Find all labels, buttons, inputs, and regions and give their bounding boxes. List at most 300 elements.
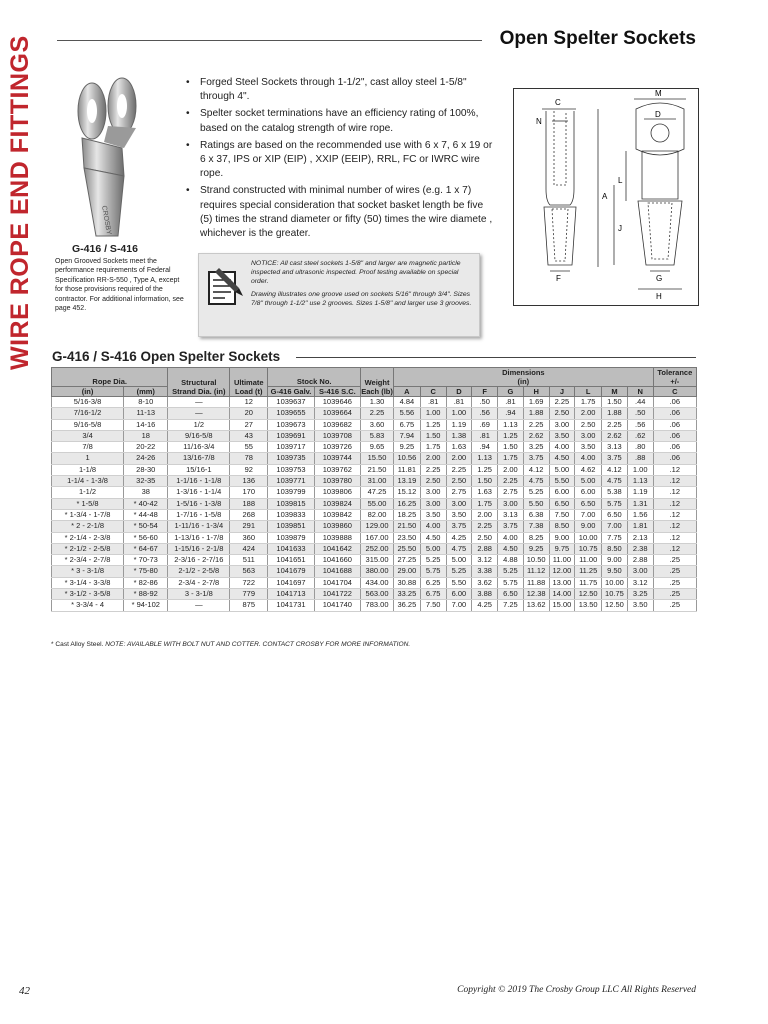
- table-cell: 4.12: [602, 464, 628, 475]
- table-cell: 1039799: [268, 487, 314, 498]
- table-cell: .12: [653, 498, 696, 509]
- table-cell: 1039888: [314, 532, 360, 543]
- table-cell: 170: [230, 487, 268, 498]
- dimension-diagram: [513, 88, 699, 306]
- table-cell: 1.00: [446, 408, 472, 419]
- table-cell: .44: [627, 397, 653, 408]
- col-header-c: C: [420, 387, 446, 397]
- table-cell: 1041642: [314, 543, 360, 554]
- table-row: [52, 442, 697, 453]
- table-cell: 2.75: [498, 487, 524, 498]
- table-cell: 1-11/16 - 1-3/4: [168, 521, 230, 532]
- table-cell: 10.00: [602, 577, 628, 588]
- table-cell: * 2-1/4 - 2-3/8: [52, 532, 124, 543]
- table-cell: 28-30: [124, 464, 168, 475]
- table-cell: 21.50: [394, 521, 421, 532]
- table-cell: 9.25: [394, 442, 421, 453]
- table-cell: 5.56: [394, 408, 421, 419]
- table-row: [52, 476, 697, 487]
- table-cell: 1041722: [314, 589, 360, 600]
- table-cell: 1041651: [268, 555, 314, 566]
- dimensions-label: Dimensions: [502, 368, 545, 377]
- feature-list: [186, 76, 496, 244]
- specs-table: [51, 367, 697, 612]
- table-cell: 1039726: [314, 442, 360, 453]
- table-cell: 9.00: [575, 521, 602, 532]
- table-cell: 3/4: [52, 430, 124, 441]
- table-cell: 268: [230, 509, 268, 520]
- table-cell: 2.25: [420, 464, 446, 475]
- col-header-j: J: [549, 387, 575, 397]
- table-cell: 5.00: [549, 464, 575, 475]
- table-row: [52, 555, 697, 566]
- col-header-h: H: [523, 387, 549, 397]
- table-cell: 5.38: [602, 487, 628, 498]
- table-cell: 15.12: [394, 487, 421, 498]
- table-cell: * 2-3/4 - 2-7/8: [52, 555, 124, 566]
- table-row: [52, 408, 697, 419]
- table-cell: 3.12: [627, 577, 653, 588]
- table-cell: 5.00: [420, 543, 446, 554]
- table-cell: 43: [230, 430, 268, 441]
- table-cell: 1039664: [314, 408, 360, 419]
- table-cell: 1.25: [472, 464, 498, 475]
- col-header-g416: G-416 Galv.: [268, 387, 314, 397]
- dim-label-d: D: [655, 110, 661, 119]
- table-cell: 11.25: [575, 566, 602, 577]
- table-cell: 1.00: [420, 408, 446, 419]
- table-cell: 6.50: [498, 589, 524, 600]
- table-cell: .25: [653, 577, 696, 588]
- table-cell: 1.88: [523, 408, 549, 419]
- table-cell: 9.25: [523, 543, 549, 554]
- table-cell: 1039824: [314, 498, 360, 509]
- table-cell: 7.00: [446, 600, 472, 611]
- table-cell: 3.75: [498, 521, 524, 532]
- table-row: [52, 566, 697, 577]
- table-cell: 11.00: [575, 555, 602, 566]
- table-cell: 10.50: [523, 555, 549, 566]
- table-cell: 875: [230, 600, 268, 611]
- table-cell: 315.00: [361, 555, 394, 566]
- table-cell: 1-1/2: [52, 487, 124, 498]
- table-cell: .50: [627, 408, 653, 419]
- table-cell: 167.00: [361, 532, 394, 543]
- table-cell: .81: [498, 397, 524, 408]
- copyright-text: Copyright © 2019 The Crosby Group LLC All Rights Reserved: [457, 985, 696, 995]
- table-cell: .69: [472, 419, 498, 430]
- table-cell: 24-26: [124, 453, 168, 464]
- notice-text-2: Drawing illustrates one groove used on sockets 5/16" through 3/4". Sizes 7/8" through 1-1/2" use 2 grooves. Sizes 1-5/8" and larger use 3 grooves.: [251, 291, 472, 307]
- table-cell: 27: [230, 419, 268, 430]
- table-cell: 13/16-7/8: [168, 453, 230, 464]
- dim-label-g: G: [656, 274, 663, 283]
- table-cell: 5.75: [498, 577, 524, 588]
- table-cell: 12.00: [549, 566, 575, 577]
- table-cell: 6.50: [602, 509, 628, 520]
- table-cell: 2-3/16 - 2-7/16: [168, 555, 230, 566]
- table-cell: .62: [627, 430, 653, 441]
- feature-item: • Strand constructed with minimal number of wires (e.g. 1 x 7) requires special consideration that socket basket length be five (5) times the strand diameter or fifty (50) times the wire diamete , whichever is the greater.: [186, 184, 496, 241]
- table-cell: 11.00: [549, 555, 575, 566]
- table-cell: .81: [420, 397, 446, 408]
- col-header-structural: Structural Strand Dia. (in): [168, 368, 230, 397]
- dim-label-n: N: [536, 117, 542, 126]
- page-number: 42: [19, 985, 30, 997]
- table-row: [52, 589, 697, 600]
- table-cell: 23.50: [394, 532, 421, 543]
- table-row: [52, 498, 697, 509]
- table-cell: .12: [653, 487, 696, 498]
- table-cell: 5.25: [523, 487, 549, 498]
- table-cell: * 2 - 2-1/8: [52, 521, 124, 532]
- table-cell: 434.00: [361, 577, 394, 588]
- table-cell: 29.00: [394, 566, 421, 577]
- table-cell: 722: [230, 577, 268, 588]
- table-cell: 2.00: [498, 464, 524, 475]
- col-header-a: A: [394, 387, 421, 397]
- col-header-d: D: [446, 387, 472, 397]
- table-cell: * 3-1/2 - 3-5/8: [52, 589, 124, 600]
- table-cell: 3.50: [446, 509, 472, 520]
- table-cell: .06: [653, 397, 696, 408]
- table-cell: 1039833: [268, 509, 314, 520]
- table-cell: .06: [653, 408, 696, 419]
- table-cell: 783.00: [361, 600, 394, 611]
- table-cell: 9.50: [602, 566, 628, 577]
- table-cell: 4.50: [420, 532, 446, 543]
- table-cell: 1039717: [268, 442, 314, 453]
- table-cell: .25: [653, 566, 696, 577]
- table-cell: 7.38: [523, 521, 549, 532]
- table-cell: 3.38: [472, 566, 498, 577]
- table-cell: 7/8: [52, 442, 124, 453]
- table-cell: 563.00: [361, 589, 394, 600]
- dim-label-h: H: [656, 292, 662, 301]
- table-cell: 2.00: [472, 509, 498, 520]
- table-cell: 1.75: [420, 442, 446, 453]
- table-cell: 9.75: [549, 543, 575, 554]
- table-cell: 1039753: [268, 464, 314, 475]
- table-cell: 1.13: [627, 476, 653, 487]
- table-cell: 9/16-5/8: [52, 419, 124, 430]
- table-cell: 1039691: [268, 430, 314, 441]
- table-cell: 5.83: [361, 430, 394, 441]
- table-cell: .94: [472, 442, 498, 453]
- table-row: [52, 509, 697, 520]
- table-cell: 10.75: [575, 543, 602, 554]
- table-cell: 2.00: [420, 453, 446, 464]
- table-cell: 5/16-3/8: [52, 397, 124, 408]
- table-cell: 4.00: [575, 453, 602, 464]
- table-cell: * 82-86: [124, 577, 168, 588]
- table-cell: 3.13: [498, 509, 524, 520]
- table-cell: 2-1/2 - 2-5/8: [168, 566, 230, 577]
- table-cell: * 75-80: [124, 566, 168, 577]
- col-header-tolerance-c: C: [653, 387, 696, 397]
- table-cell: 1041713: [268, 589, 314, 600]
- table-cell: .94: [498, 408, 524, 419]
- table-cell: * 70-73: [124, 555, 168, 566]
- table-cell: 11.12: [523, 566, 549, 577]
- col-header-dimensions: [394, 368, 654, 387]
- table-cell: 4.12: [523, 464, 549, 475]
- feature-item: • Ratings are based on the recommended use with 6 x 7, 6 x 19 or 6 x 37, IPS or XIP (EIP) , XXIP (EEIP), RRL, FC or IWRC wire rope.: [186, 139, 496, 182]
- table-cell: 4.75: [446, 543, 472, 554]
- table-cell: 10.56: [394, 453, 421, 464]
- table-cell: 3.75: [602, 453, 628, 464]
- table-cell: 4.75: [523, 476, 549, 487]
- table-cell: 5.00: [446, 555, 472, 566]
- table-cell: 2.25: [602, 419, 628, 430]
- table-cell: 1041633: [268, 543, 314, 554]
- table-cell: 3.00: [575, 430, 602, 441]
- table-cell: 1.19: [446, 419, 472, 430]
- table-cell: 5.50: [549, 476, 575, 487]
- table-cell: 5.75: [420, 566, 446, 577]
- table-cell: .12: [653, 543, 696, 554]
- table-row: [52, 453, 697, 464]
- table-cell: 13.19: [394, 476, 421, 487]
- table-cell: 5.50: [446, 577, 472, 588]
- table-cell: .12: [653, 464, 696, 475]
- notice-box: [198, 253, 480, 337]
- table-cell: 4.75: [602, 476, 628, 487]
- table-cell: 3.60: [361, 419, 394, 430]
- table-cell: * 88-92: [124, 589, 168, 600]
- table-cell: 5.25: [420, 555, 446, 566]
- table-cell: 1.50: [602, 397, 628, 408]
- table-cell: 13.62: [523, 600, 549, 611]
- table-cell: 2.50: [420, 476, 446, 487]
- table-cell: 1041697: [268, 577, 314, 588]
- table-cell: .06: [653, 419, 696, 430]
- table-cell: 2-3/4 - 2-7/8: [168, 577, 230, 588]
- table-cell: 6.00: [575, 487, 602, 498]
- dim-label-a: A: [602, 192, 608, 201]
- dim-label-c: C: [555, 98, 561, 107]
- table-cell: 2.25: [472, 521, 498, 532]
- table-cell: 563: [230, 566, 268, 577]
- table-cell: 9.00: [549, 532, 575, 543]
- table-cell: 2.25: [361, 408, 394, 419]
- dim-label-j: J: [618, 224, 622, 233]
- table-cell: 3.50: [575, 442, 602, 453]
- table-cell: 10.75: [602, 589, 628, 600]
- col-header-f: F: [472, 387, 498, 397]
- table-cell: 1-15/16 - 2-1/8: [168, 543, 230, 554]
- table-cell: 1039646: [314, 397, 360, 408]
- col-header-n: N: [627, 387, 653, 397]
- table-cell: 1039735: [268, 453, 314, 464]
- table-cell: 1.63: [446, 442, 472, 453]
- table-cell: 6.75: [394, 419, 421, 430]
- table-cell: 14.00: [549, 589, 575, 600]
- table-cell: 32-35: [124, 476, 168, 487]
- table-cell: 1039806: [314, 487, 360, 498]
- table-cell: 1041731: [268, 600, 314, 611]
- table-cell: 1-1/16 - 1-1/8: [168, 476, 230, 487]
- table-cell: 8-10: [124, 397, 168, 408]
- table-cell: 16.25: [394, 498, 421, 509]
- table-row: [52, 487, 697, 498]
- table-cell: .56: [472, 408, 498, 419]
- table-cell: 1.81: [627, 521, 653, 532]
- dimensions-unit: (in): [517, 377, 530, 386]
- table-cell: 2.25: [498, 476, 524, 487]
- table-cell: 2.50: [575, 419, 602, 430]
- table-cell: * 1-5/8: [52, 498, 124, 509]
- table-cell: 5.00: [575, 476, 602, 487]
- table-cell: 33.25: [394, 589, 421, 600]
- table-cell: 1039708: [314, 430, 360, 441]
- table-cell: 6.38: [523, 509, 549, 520]
- table-cell: 2.50: [472, 532, 498, 543]
- table-cell: 2.00: [575, 408, 602, 419]
- col-header-stock-no: Stock No.: [268, 368, 361, 387]
- table-cell: 8.25: [523, 532, 549, 543]
- table-cell: 3.13: [602, 442, 628, 453]
- table-cell: 5.50: [523, 498, 549, 509]
- table-cell: 31.00: [361, 476, 394, 487]
- table-cell: 1.00: [627, 464, 653, 475]
- section-title: G-416 / S-416 Open Spelter Sockets: [52, 349, 281, 364]
- col-header-rope-dia: Rope Dia.: [52, 368, 168, 387]
- table-cell: 36.25: [394, 600, 421, 611]
- table-cell: 4.25: [446, 532, 472, 543]
- table-cell: 2.62: [523, 430, 549, 441]
- table-cell: .25: [653, 555, 696, 566]
- col-header-mm: (mm): [124, 387, 168, 397]
- table-cell: 2.38: [627, 543, 653, 554]
- table-row: [52, 464, 697, 475]
- table-cell: 1-3/16 - 1-1/4: [168, 487, 230, 498]
- table-cell: 1.25: [420, 419, 446, 430]
- table-cell: 4.50: [549, 453, 575, 464]
- table-cell: 6.00: [549, 487, 575, 498]
- table-cell: 1-1/8: [52, 464, 124, 475]
- table-cell: 2.13: [627, 532, 653, 543]
- table-cell: 4.50: [498, 543, 524, 554]
- table-cell: 1.13: [472, 453, 498, 464]
- table-cell: 82.00: [361, 509, 394, 520]
- table-cell: 30.88: [394, 577, 421, 588]
- col-header-g: G: [498, 387, 524, 397]
- table-cell: 12.38: [523, 589, 549, 600]
- table-row: [52, 543, 697, 554]
- side-section-title: WIRE ROPE END FITTINGS: [6, 35, 34, 370]
- table-cell: 21.50: [361, 464, 394, 475]
- header-rule: [57, 40, 482, 41]
- table-cell: * 3 - 3-1/8: [52, 566, 124, 577]
- table-cell: 1039762: [314, 464, 360, 475]
- table-cell: * 1-3/4 - 1-7/8: [52, 509, 124, 520]
- table-cell: 6.00: [446, 589, 472, 600]
- table-cell: 1039842: [314, 509, 360, 520]
- table-cell: 2.75: [446, 487, 472, 498]
- table-cell: 360: [230, 532, 268, 543]
- table-cell: 3.75: [446, 521, 472, 532]
- table-cell: .80: [627, 442, 653, 453]
- table-cell: 1039673: [268, 419, 314, 430]
- table-cell: 1.50: [420, 430, 446, 441]
- table-cell: .25: [653, 600, 696, 611]
- footnote-cast-alloy: * Cast Alloy Steel.: [51, 641, 104, 648]
- table-cell: 12: [230, 397, 268, 408]
- table-cell: .56: [627, 419, 653, 430]
- table-cell: —: [168, 397, 230, 408]
- table-cell: 1041740: [314, 600, 360, 611]
- table-cell: 1041660: [314, 555, 360, 566]
- table-cell: 3.88: [472, 589, 498, 600]
- table-row: [52, 532, 697, 543]
- table-cell: 92: [230, 464, 268, 475]
- table-row: [52, 521, 697, 532]
- table-cell: 7.50: [420, 600, 446, 611]
- table-cell: 4.00: [498, 532, 524, 543]
- table-cell: 9.65: [361, 442, 394, 453]
- table-cell: 3.00: [549, 419, 575, 430]
- table-cell: 1039780: [314, 476, 360, 487]
- table-cell: 779: [230, 589, 268, 600]
- table-cell: 13.50: [575, 600, 602, 611]
- table-cell: 1-7/16 - 1-5/8: [168, 509, 230, 520]
- table-cell: 38: [124, 487, 168, 498]
- table-cell: 1.38: [446, 430, 472, 441]
- table-cell: 3.00: [446, 498, 472, 509]
- table-cell: —: [168, 408, 230, 419]
- table-cell: 2.88: [627, 555, 653, 566]
- table-cell: 1: [52, 453, 124, 464]
- table-cell: 1-1/4 - 1-3/8: [52, 476, 124, 487]
- product-description: Open Grooved Sockets meet the performance requirements of Federal Specification RR-S-550 , Type A, except for those provisions required of the contractor. For additional information, see page 452.: [55, 258, 184, 313]
- table-cell: 188: [230, 498, 268, 509]
- table-cell: 3.25: [627, 589, 653, 600]
- col-header-tolerance: Tolerance +/-: [653, 368, 696, 387]
- table-cell: 1.75: [472, 498, 498, 509]
- table-cell: 4.00: [549, 442, 575, 453]
- table-row: [52, 419, 697, 430]
- table-cell: .12: [653, 509, 696, 520]
- feature-item: • Spelter socket terminations have an efficiency rating of 100%, based on the catalog strength of wire rope.: [186, 107, 496, 135]
- table-cell: 5.25: [498, 566, 524, 577]
- dim-label-m: M: [655, 89, 662, 98]
- table-cell: 7.94: [394, 430, 421, 441]
- table-cell: 14-16: [124, 419, 168, 430]
- table-cell: .81: [472, 430, 498, 441]
- table-cell: 8.50: [549, 521, 575, 532]
- table-cell: —: [168, 600, 230, 611]
- table-cell: 13.00: [549, 577, 575, 588]
- feature-item: • Forged Steel Sockets through 1-1/2", cast alloy steel 1-5/8" through 4".: [186, 76, 496, 104]
- table-cell: 7.00: [602, 521, 628, 532]
- table-cell: 15.50: [361, 453, 394, 464]
- footnote-note: NOTE: AVAILABLE WITH BOLT NUT AND COTTER. CONTACT CROSBY FOR MORE INFORMATION.: [105, 641, 411, 648]
- table-cell: 5.25: [446, 566, 472, 577]
- table-cell: 18.25: [394, 509, 421, 520]
- table-cell: * 64-67: [124, 543, 168, 554]
- table-cell: 1.30: [361, 397, 394, 408]
- table-cell: .12: [653, 521, 696, 532]
- table-cell: 6.50: [575, 498, 602, 509]
- table-cell: 7.00: [575, 509, 602, 520]
- table-cell: 1.25: [498, 430, 524, 441]
- table-cell: 1.88: [602, 408, 628, 419]
- table-cell: 4.25: [472, 600, 498, 611]
- table-cell: 2.88: [472, 543, 498, 554]
- table-cell: * 40-42: [124, 498, 168, 509]
- table-cell: 11.88: [523, 577, 549, 588]
